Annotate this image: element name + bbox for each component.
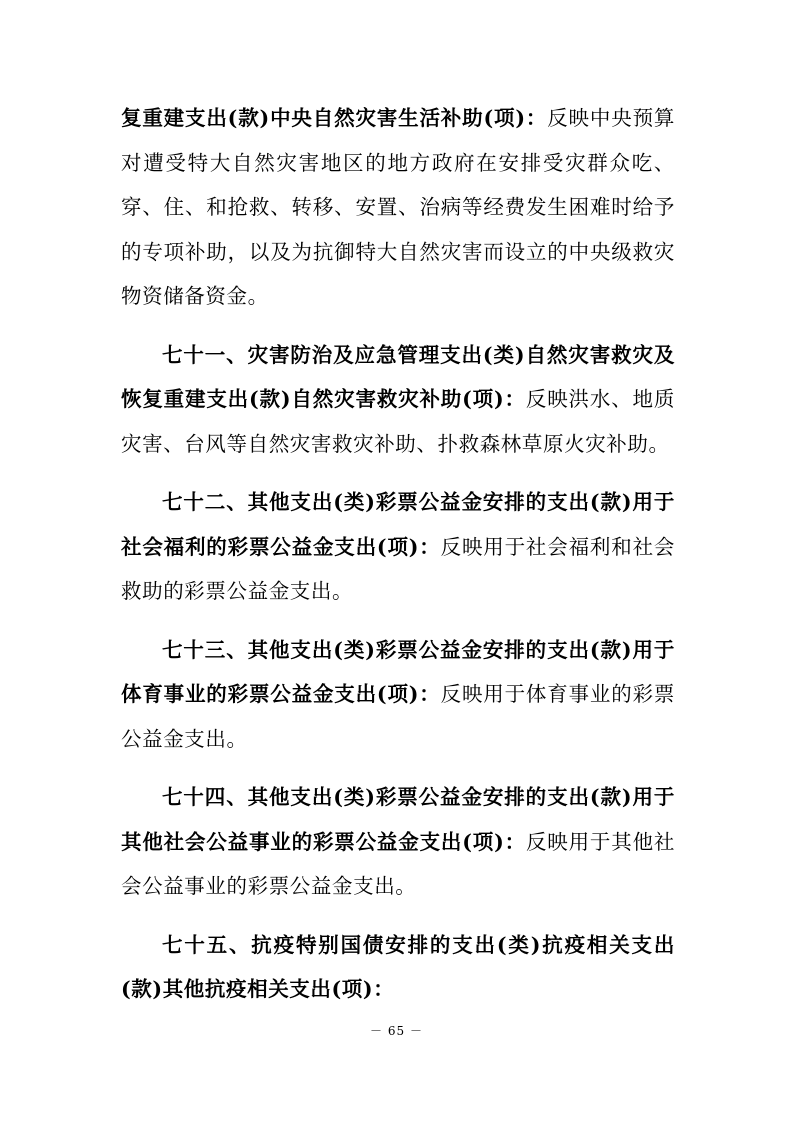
- document-page: [121, 96, 675, 1012]
- paragraph-body: 反映用于体育事业的彩票公益金支出。: [121, 682, 675, 751]
- paragraph-heading: 七十一、灾害防治及应急管理支出(类)自然灾害救灾及恢复重建支出(款)自然灾害救灾补助(项)：: [121, 342, 675, 411]
- paragraph-body: 反映中央预算对遭受特大自然灾害地区的地方政府在安排受灾群众吃、穿、住、和抢救、转移、安置、治病等经费发生困难时给予的专项补助，以及为抗御特大自然灾害而设立的中央级救灾物资储备资金。: [121, 106, 676, 308]
- paragraph-heading: 七十四、其他支出(类)彩票公益金安排的支出(款)用于其他社会公益事业的彩票公益金支出(项)：: [121, 785, 675, 854]
- paragraph-heading: 七十三、其他支出(类)彩票公益金安排的支出(款)用于体育事业的彩票公益金支出(项)：: [121, 637, 675, 706]
- paragraph-heading: 七十五、抗疫特别国债安排的支出(类)抗疫相关支出(款)其他抗疫相关支出(项)：: [121, 932, 675, 1001]
- paragraph-heading: 七十二、其他支出(类)彩票公益金安排的支出(款)用于社会福利的彩票公益金支出(项)：: [121, 490, 675, 559]
- paragraph-6: [121, 923, 675, 1012]
- page-number: － 65 －: [370, 1024, 423, 1038]
- paragraph-4: [121, 628, 675, 762]
- paragraph-2: [121, 333, 675, 467]
- paragraph-body: 反映用于社会福利和社会救助的彩票公益金支出。: [121, 534, 675, 603]
- paragraph-body: 反映用于其他社会公益事业的彩票公益金支出。: [121, 829, 675, 898]
- paragraph-heading: 复重建支出(款)中央自然灾害生活补助(项)：: [121, 106, 548, 130]
- paragraph-5: [121, 775, 675, 909]
- paragraph-body: 反映洪水、地质灾害、台风等自然灾害救灾补助、扑救森林草原火灾补助。: [121, 387, 675, 456]
- paragraph-3: [121, 480, 675, 614]
- paragraph-1: [121, 96, 675, 319]
